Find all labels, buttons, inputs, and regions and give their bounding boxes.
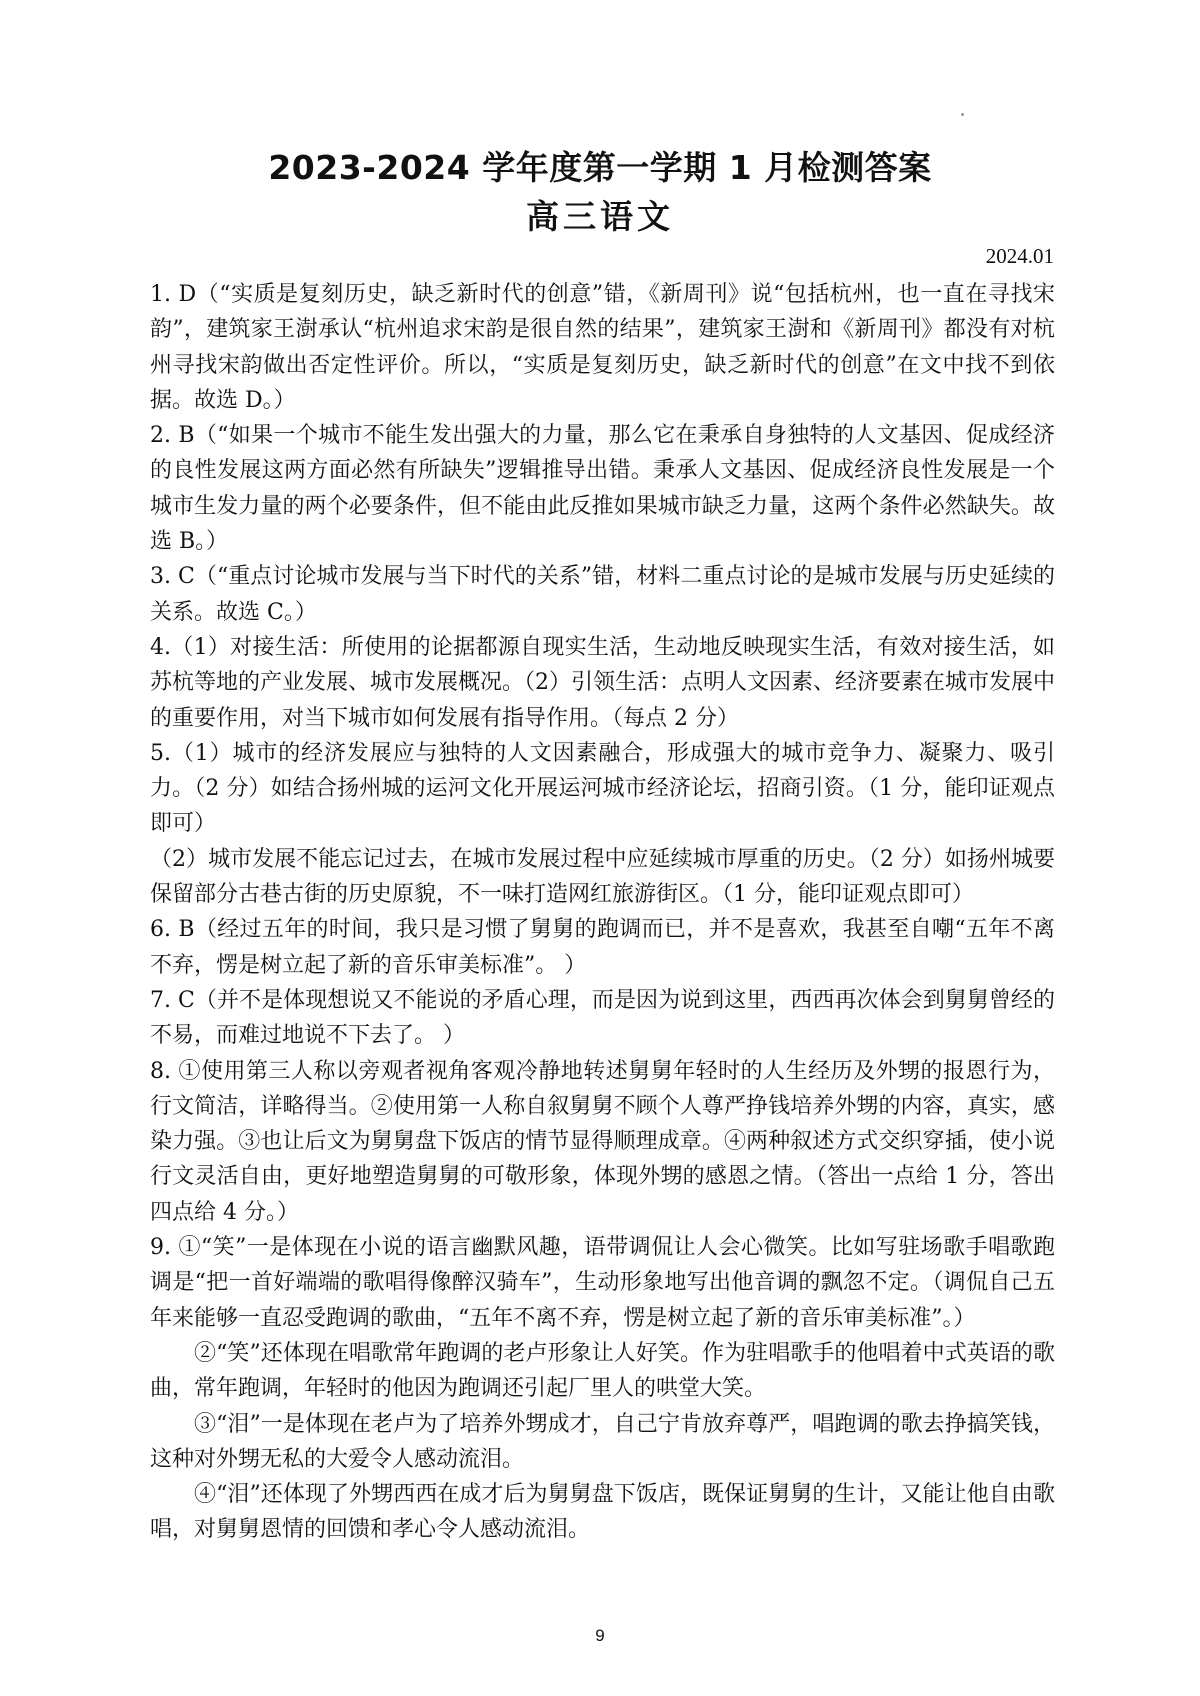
answer-body <box>150 277 1055 1548</box>
answer-item-9-point-2: ②“笑”还体现在唱歌常年跑调的老卢形象让人好笑。作为驻唱歌手的他唱着中式英语的歌曲，常年跑调，年轻时的他因为跑调还引起厂里人的哄堂大笑。 <box>150 1340 1055 1402</box>
answer-item-5-part-2: （2）城市发展不能忘记过去，在城市发展过程中应延续城市厚重的历史。（2 分）如扬州城要保留部分古巷古街的历史原貌，不一味打造网红旅游街区。（1 分，能印证观点即可） <box>150 846 1055 908</box>
answer-item-9-point-3: ③“泪”一是体现在老卢为了培养外甥成才，自己宁肯放弃尊严，唱跑调的歌去挣搞笑钱，这种对外甥无私的大爱令人感动流泪。 <box>150 1411 1055 1472</box>
answer-item-4: 4.（1）对接生活：所使用的论据都源自现实生活，生动地反映现实生活，有效对接生活，如苏杭等地的产业发展、城市发展概况。（2）引领生活：点明人文因素、经济要素在城市发展中的重要作用，对当下城市如何发展有指导作用。（每点 2 分） <box>150 634 1056 731</box>
page-subtitle: 高三语文 <box>526 197 674 236</box>
answer-item-8: 8. ①使用第三人称以旁观者视角客观冷静地转述舅舅年轻时的人生经历及外甥的报恩行为，行文简洁，详略得当。②使用第一人称自叙舅舅不顾个人尊严挣钱培养外甥的内容，真实，感染力强。③也让后文为舅舅盘下饭店的情节显得顺理成章。④两种叙述方式交织穿插，使小说行文灵活自由，更好地塑造舅舅的可敬形象，体现外甥的感恩之情。（答出一点给 1 分，答出四点给 4 分。） <box>150 1058 1055 1225</box>
page-number: 9 <box>595 1626 605 1645</box>
answer-item-5-part-1: 5.（1）城市的经济发展应与独特的人文因素融合，形成强大的城市竞争力、凝聚力、吸引力。（2 分）如结合扬州城的运河文化开展运河城市经济论坛，招商引资。（1 分，能印证观点即可） <box>150 740 1055 837</box>
answer-item-6: 6. B（经过五年的时间，我只是习惯了舅舅的跑调而已，并不是喜欢，我甚至自嘲“五年不离不弃，愣是树立起了新的音乐审美标准”。 ） <box>150 917 1055 978</box>
page-title: 2023-2024 学年度第一学期 1 月检测答案 <box>268 148 932 187</box>
answer-item-3: 3. C（“重点讨论城市发展与当下时代的关系”错，材料二重点讨论的是城市发展与历史延续的关系。故选 C。） <box>150 564 1055 625</box>
answer-item-9-point-1: 9. ①“笑”一是体现在小说的语言幽默风趣，语带调侃让人会心微笑。比如写驻场歌手唱歌跑调是“把一首好端端的歌唱得像醉汉骑车”，生动形象地写出他音调的飘忽不定。（调侃自己五年来能够一直忍受跑调的歌曲，“五年不离不弃，愣是树立起了新的音乐审美标准”。） <box>150 1235 1055 1331</box>
scan-speck <box>961 113 964 116</box>
answer-item-9-point-4: ④“泪”还体现了外甥西西在成才后为舅舅盘下饭店，既保证舅舅的生计，又能让他自由歌唱，对舅舅恩情的回馈和孝心令人感动流泪。 <box>150 1482 1055 1543</box>
answer-item-1: 1. D（“实质是复刻历史，缺乏新时代的创意”错，《新周刊》说“包括杭州，也一直在寻找宋韵”，建筑家王澍承认“杭州追求宋韵是很自然的结果”，建筑家王澍和《新周刊》都没有对杭州寻找宋韵做出否定性评价。所以，“实质是复刻历史，缺乏新时代的创意”在文中找不到依据。故选 D。） <box>150 282 1055 413</box>
answer-item-2: 2. B（“如果一个城市不能生发出强大的力量，那么它在秉承自身独特的人文基因、促成经济的良性发展这两方面必然有所缺失”逻辑推导出错。秉承人文基因、促成经济良性发展是一个城市生发力量的两个必要条件，但不能由此反推如果城市缺乏力量，这两个条件必然缺失。故选 B。） <box>150 423 1055 555</box>
document-date: 2024.01 <box>985 244 1054 268</box>
answer-item-7: 7. C（并不是体现想说又不能说的矛盾心理，而是因为说到这里，西西再次体会到舅舅曾经的不易，而难过地说不下去了。 ） <box>150 987 1055 1049</box>
